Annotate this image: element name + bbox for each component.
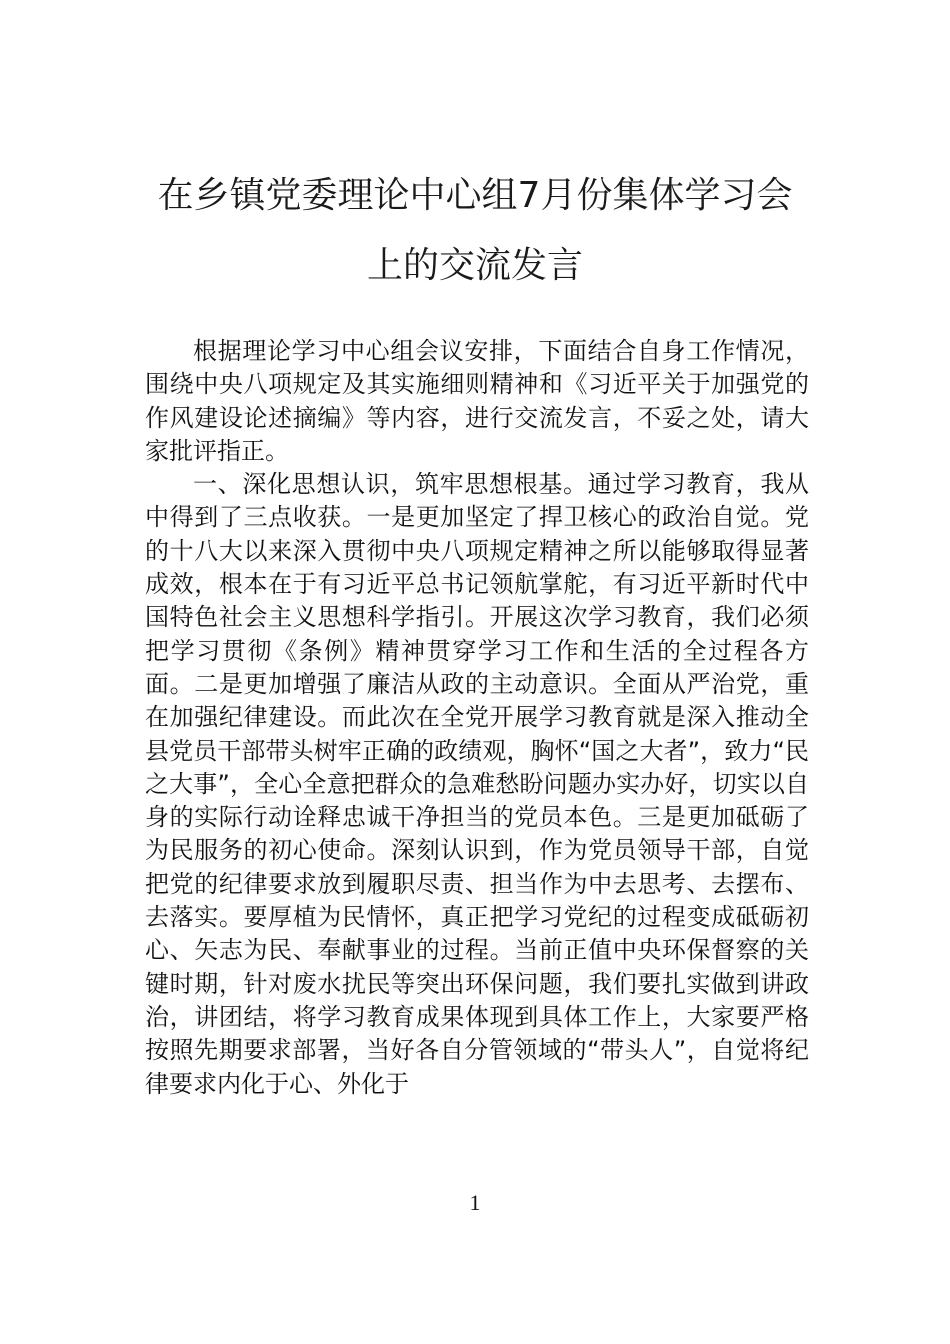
intro-paragraph: 根据理论学习中心组会议安排，下面结合自身工作情况，围绕中央八项规定及其实施细则精神和《习近平关于加强党的作风建设论述摘编》等内容，进行交流发言，不妥之处，请大家批评指正。 xyxy=(145,337,809,465)
section-one-paragraph: 一、深化思想认识，筑牢思想根基。通过学习教育，我从中得到了三点收获。一是更加坚定了捍卫核心的政治自觉。党的十八大以来深入贯彻中央八项规定精神之所以能够取得显著成效，根本在于有习近平总书记领航掌舵，有习近平新时代中国特色社会主义思想科学指引。开展这次学习教育，我们必须把学习贯彻《条例》精神贯穿学习工作和生活的全过程各方面。二是更加增强了廉洁从政的主动意识。全面从严治党，重在加强纪律建设。而此次在全党开展学习教育就是深入推动全县党员干部带头树牢正确的政绩观，胸怀“国之大者”，致力“民之大事”，全心全意把群众的急难愁盼问题办实办好，切实以自身的实际行动诠释忠诚干净担当的党员本色。三是更加砥砺了为民服务的初心使命。深刻认识到，作为党员领导干部，自觉把党的纪律要求放到履职尽责、担当作为中去思考、去摆布、去落实。要厚植为民情怀，真正把学习党纪的过程变成砥砺初心、矢志为民、奉献事业的过程。当前正值中央环保督察的关键时期，针对废水扰民等突出环保问题，我们要扎实做到讲政治，讲团结，将学习教育成果体现到具体工作上，大家要严格按照先期要求部署，当好各自分管领域的“带头人”，自觉将纪律要求内化于心、外化于 xyxy=(145,470,809,1098)
document-title-line-1: 在乡镇党委理论中心组7月份集体学习会 xyxy=(157,175,793,216)
page-number: 1 xyxy=(469,1190,481,1215)
document-title-line-2: 上的交流发言 xyxy=(366,245,583,286)
document-body xyxy=(145,335,809,1101)
